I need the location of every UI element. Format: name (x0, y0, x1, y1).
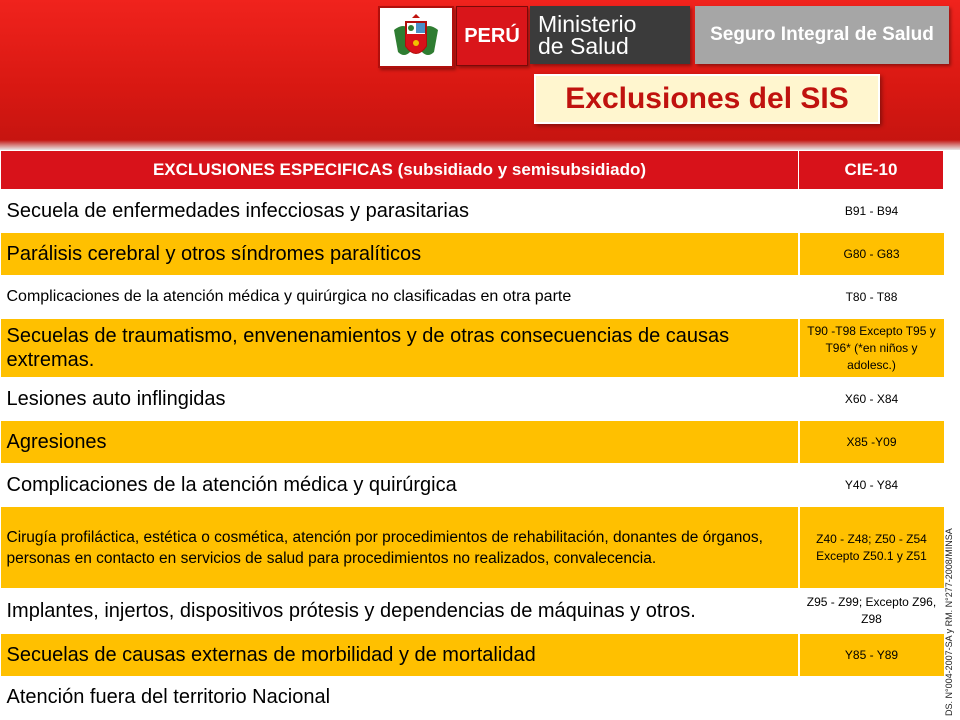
ministry-line2: de Salud (538, 33, 629, 59)
cie10-code: B91 - B94 (799, 190, 944, 233)
coat-of-arms-logo (378, 6, 454, 68)
exclusion-description: Parálisis cerebral y otros síndromes paralíticos (1, 233, 799, 276)
exclusion-description: Implantes, injertos, dispositivos prótesis y dependencias de máquinas y otros. (1, 589, 799, 634)
country-label: PERÚ (456, 6, 528, 66)
page-title: Exclusiones del SIS (534, 74, 880, 124)
column-header-code: CIE-10 (799, 151, 944, 190)
table-row (1, 677, 944, 717)
legal-reference-note: DS. N°004-2007-SA y RM. N°277-2008/MINSA (944, 528, 954, 716)
cie10-code: T90 -T98 Excepto T95 y T96* (*en niños y adolesc.) (799, 319, 944, 378)
ministry-line1: Ministerio (538, 11, 637, 37)
table-row (1, 634, 944, 677)
exclusion-description: Cirugía profiláctica, estética o cosmética, atención por procedimientos de rehabilitación, donantes de órganos, personas en contacto en servicios de salud para procedimientos no realizados, convalecencia. (1, 507, 799, 589)
table-row (1, 507, 944, 589)
cie10-code: Y40 - Y84 (799, 464, 944, 507)
exclusion-description: Secuela de enfermedades infecciosas y parasitarias (1, 190, 799, 233)
exclusion-description: Atención fuera del territorio Nacional (1, 677, 799, 717)
table-row (1, 276, 944, 319)
cie10-code: X60 - X84 (799, 378, 944, 421)
table-row (1, 190, 944, 233)
table-row (1, 319, 944, 378)
agency-label: Seguro Integral de Salud (695, 6, 949, 64)
exclusion-description: Agresiones (1, 421, 799, 464)
exclusion-description: Secuelas de causas externas de morbilidad y de mortalidad (1, 634, 799, 677)
exclusion-description: Complicaciones de la atención médica y quirúrgica (1, 464, 799, 507)
cie10-code (799, 677, 944, 717)
table-row (1, 233, 944, 276)
header-shadow (0, 140, 960, 150)
coat-of-arms-icon (380, 8, 452, 66)
exclusions-table (0, 150, 944, 717)
table-row (1, 589, 944, 634)
table-row (1, 378, 944, 421)
table-row (1, 421, 944, 464)
table-row (1, 464, 944, 507)
cie10-code: T80 - T88 (799, 276, 944, 319)
cie10-code: Z95 - Z99; Excepto Z96, Z98 (799, 589, 944, 634)
ministry-logo (530, 6, 690, 64)
cie10-code: Z40 - Z48; Z50 - Z54 Excepto Z50.1 y Z51 (799, 507, 944, 589)
cie10-code: X85 -Y09 (799, 421, 944, 464)
cie10-code: G80 - G83 (799, 233, 944, 276)
table-header-row (1, 151, 944, 190)
exclusion-description: Lesiones auto inflingidas (1, 378, 799, 421)
exclusion-description: Complicaciones de la atención médica y quirúrgica no clasificadas en otra parte (1, 276, 799, 319)
exclusion-description: Secuelas de traumatismo, envenenamientos y de otras consecuencias de causas extremas. (1, 319, 799, 378)
column-header-description: EXCLUSIONES ESPECIFICAS (subsidiado y semisubsidiado) (1, 151, 799, 190)
cie10-code: Y85 - Y89 (799, 634, 944, 677)
